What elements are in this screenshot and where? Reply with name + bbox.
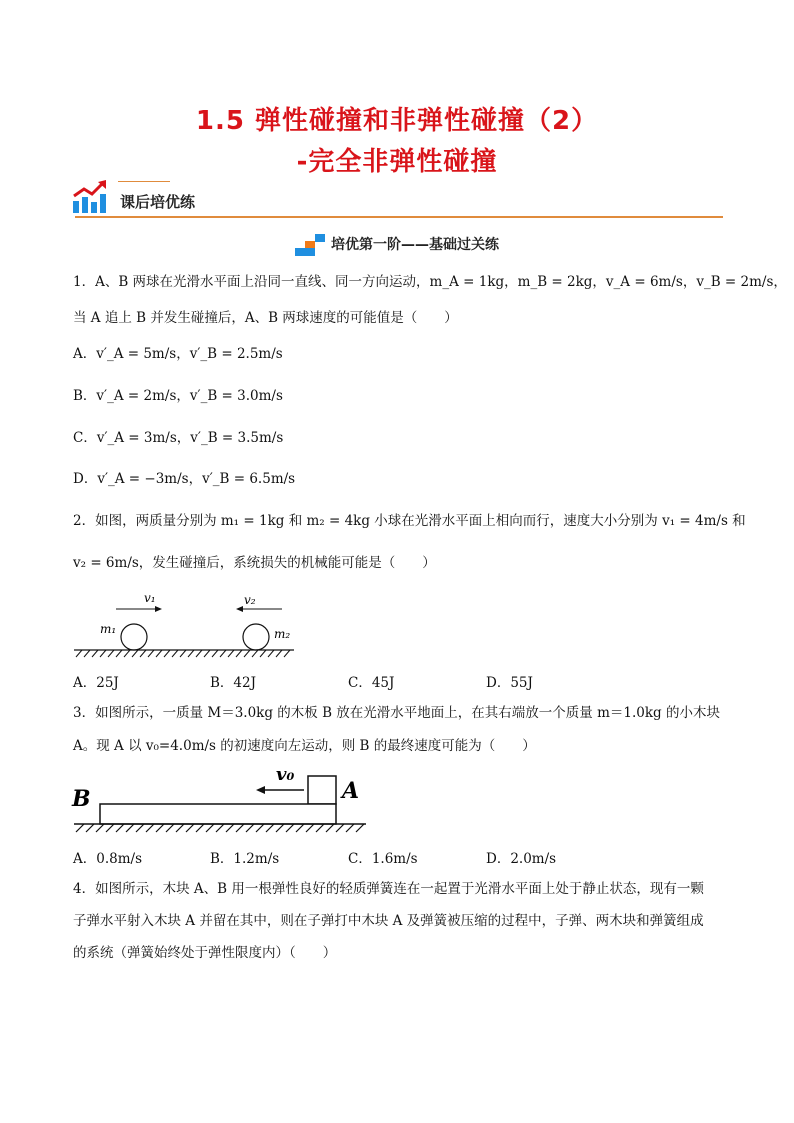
q2-m2-label: m₂: [274, 627, 291, 641]
q1-option-a: A．v′_A = 5m/s，v′_B = 2.5m/s: [73, 346, 283, 362]
ball-m2: [243, 624, 269, 650]
arrow-left-icon: [256, 786, 265, 794]
q4-line-1: 4．如图所示，木块 A、B 用一根弹性良好的轻质弹簧连在一起置于光滑水平面上处于静止状态，现有一颗: [73, 881, 704, 897]
q3-label-a: A: [342, 778, 360, 804]
q2-option-c: C．45J: [348, 675, 395, 691]
stage-label: 培优第一阶——基础过关练: [331, 237, 499, 253]
q3-line-2: A。现 A 以 v₀=4.0m/s 的初速度向左运动，则 B 的最终速度可能为（ ）: [73, 738, 536, 754]
q1-option-d: D．v′_A = −3m/s，v′_B = 6.5m/s: [73, 471, 296, 487]
q2-option-b: B．42J: [210, 675, 257, 691]
q3-v0-label: v₀: [276, 764, 295, 785]
q3-option-a: A．0.8m/s: [73, 851, 142, 867]
section-rule: [75, 216, 723, 218]
q3-line-1: 3．如图所示，一质量 M＝3.0kg 的木板 B 放在光滑水平地面上，在其右端放一个质量 m＝1.0kg 的小木块: [73, 705, 720, 721]
title-line-2: -完全非弹性碰撞: [296, 147, 498, 177]
q2-line-2: v₂ = 6m/s，发生碰撞后，系统损失的机械能可能是（ ）: [73, 555, 436, 571]
q2-option-a: A．25J: [73, 675, 119, 691]
q2-m1-label: m₁: [100, 622, 117, 636]
arrow-left-icon: [236, 606, 243, 612]
ball-m1: [121, 624, 147, 650]
block-a: [308, 776, 336, 804]
section-label: 课后培优练: [120, 193, 196, 211]
q1-option-c: C．v′_A = 3m/s，v′_B = 3.5m/s: [73, 430, 284, 446]
q2-option-d: D．55J: [486, 675, 533, 691]
stairs-icon: [295, 234, 325, 256]
q1-option-b: B．v′_A = 2m/s，v′_B = 3.0m/s: [73, 388, 283, 404]
stage-heading: [0, 234, 794, 256]
arrow-right-icon: [155, 606, 162, 612]
q2-line-1: 2．如图，两质量分别为 m₁ = 1kg 和 m₂ = 4kg 小球在光滑水平面上相向而行，速度大小分别为 v₁ = 4m/s 和: [73, 513, 746, 529]
q2-v1-label: v₁: [144, 591, 156, 605]
q4-line-2: 子弹水平射入木块 A 并留在其中，则在子弹打中木块 A 及弹簧被压缩的过程中，子弹、两木块和弹簧组成: [73, 913, 704, 929]
title-line-1: 1.5 弹性碰撞和非弹性碰撞（2）: [195, 106, 599, 136]
q1-line-2: 当 A 追上 B 并发生碰撞后，A、B 两球速度的可能值是（ ）: [73, 310, 458, 326]
q4-line-3: 的系统（弹簧始终处于弹性限度内）（ ）: [73, 945, 337, 961]
q3-figure: [70, 760, 370, 840]
q3-option-b: B．1.2m/s: [210, 851, 280, 867]
ground-hatch: [76, 650, 290, 657]
board-b: [100, 804, 336, 824]
q1-line-1: 1．A、B 两球在光滑水平面上沿同一直线、同一方向运动，m_A = 1kg，m_B = 2kg，v_A = 6m/s，v_B = 2m/s，: [73, 274, 787, 290]
ground-hatch: [76, 824, 364, 832]
q3-option-c: C．1.6m/s: [348, 851, 418, 867]
q2-v2-label: v₂: [244, 593, 256, 607]
q3-option-d: D．2.0m/s: [486, 851, 557, 867]
section-short-rule: [118, 181, 170, 182]
q2-figure: [72, 588, 296, 664]
q3-label-b: B: [72, 786, 91, 812]
bar-chart-icon: [72, 180, 108, 214]
